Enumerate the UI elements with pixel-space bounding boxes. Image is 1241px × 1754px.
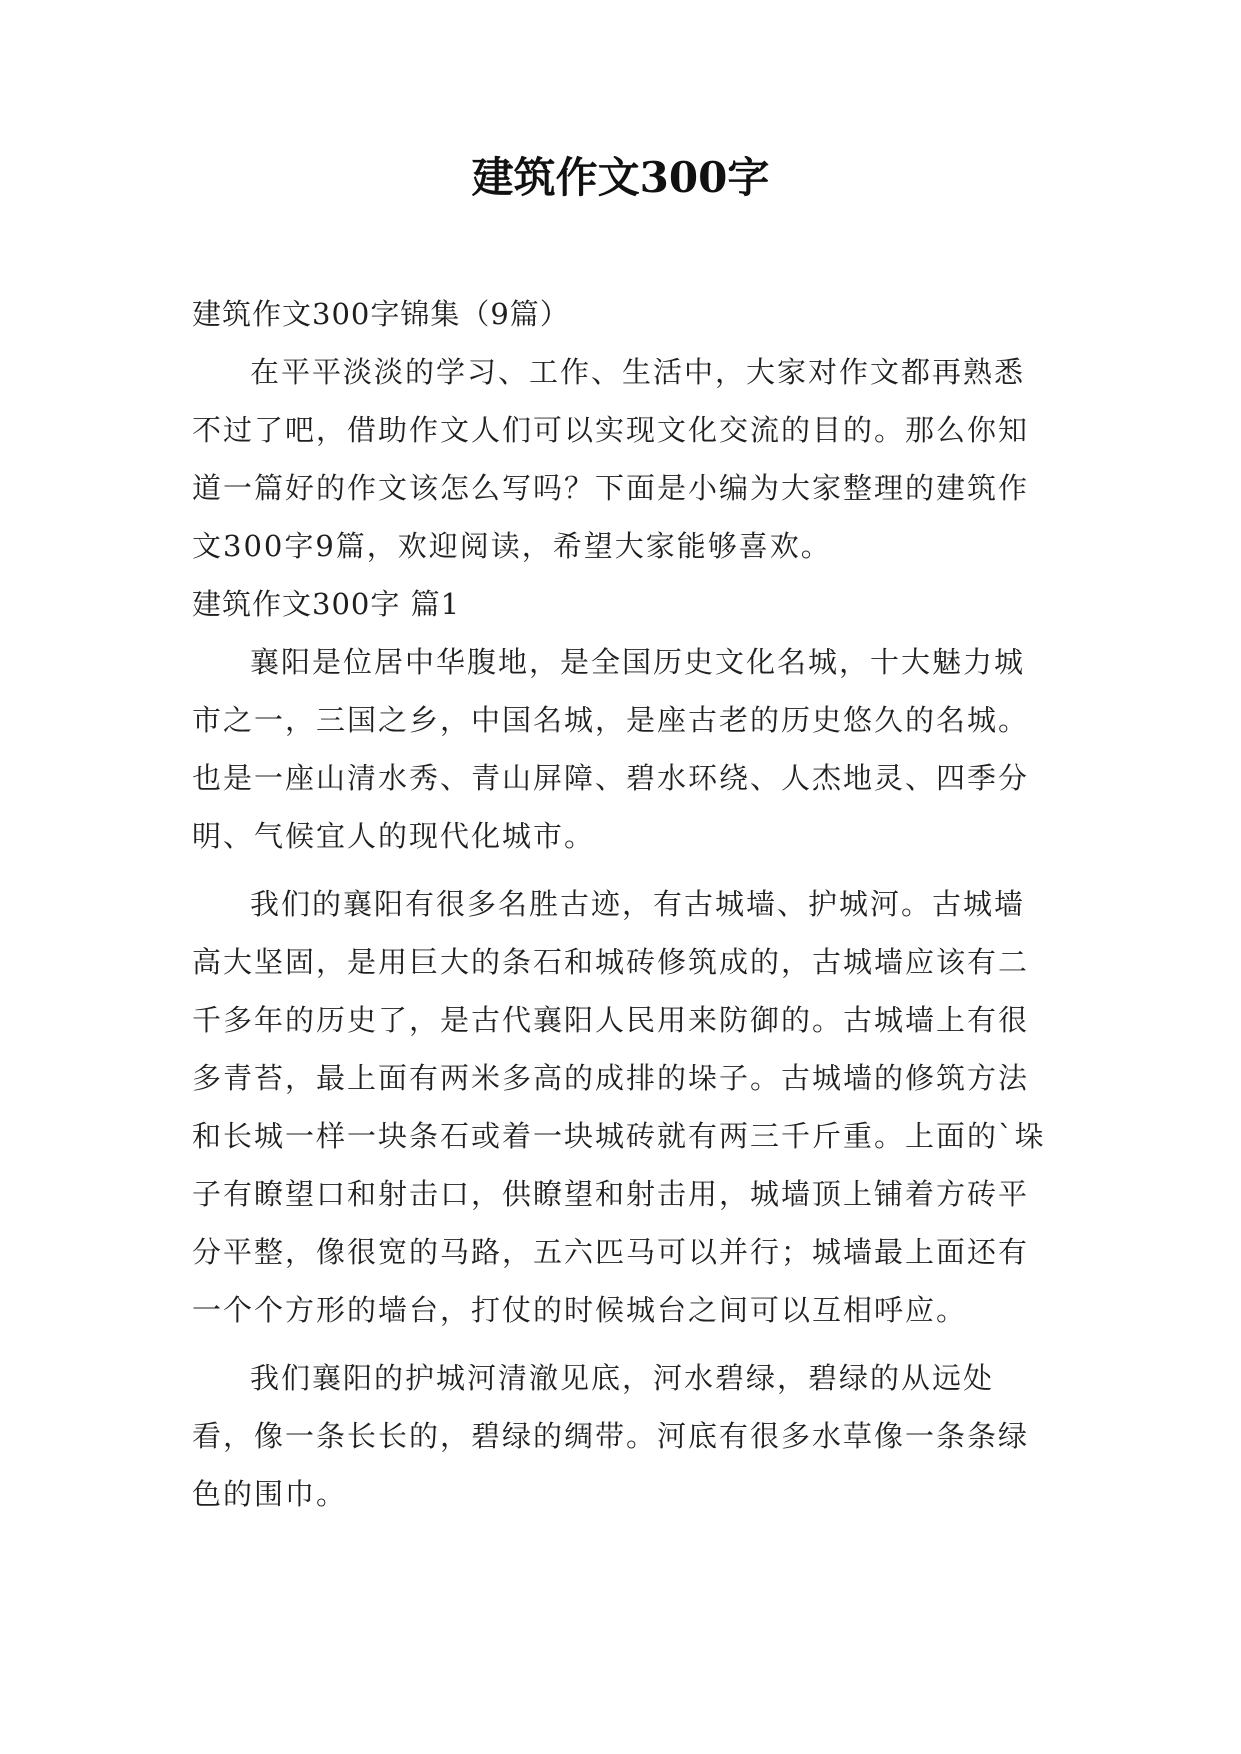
body-paragraph-2: 我们的襄阳有很多名胜古迹，有古城墙、护城河。古城墙高大坚固，是用巨大的条石和城砖修筑成的，古城墙应该有二千多年的历史了，是古代襄阳人民用来防御的。古城墙上有很多青苔，最上面有两米多高的成排的垛子。古城墙的修筑方法和长城一样一块条石或着一块城砖就有两三千斤重。上面的`垛子有瞭望口和射击口，供瞭望和射击用，城墙顶上铺着方砖平分平整，像很宽的马路，五六匹马可以并行；城墙最上面还有一个个方形的墙台，打仗的时候城台之间可以互相呼应。 (192, 887, 1046, 1327)
document-subtitle: 建筑作文300字锦集（9篇） (192, 297, 570, 331)
document-title: 建筑作文300字 (471, 153, 770, 202)
section-heading: 建筑作文300字 篇1 (192, 587, 461, 621)
body-paragraph-1: 襄阳是位居中华腹地，是全国历史文化名城，十大魅力城市之一，三国之乡，中国名城，是座古老的历史悠久的名城。也是一座山清水秀、青山屏障、碧水环绕、人杰地灵、四季分明、气候宜人的现代化城市。 (192, 645, 1030, 853)
body-paragraph-3: 我们襄阳的护城河清澈见底，河水碧绿，碧绿的从远处看，像一条长长的，碧绿的绸带。河底有很多水草像一条条绿色的围巾。 (192, 1361, 1030, 1511)
document-body (192, 285, 1052, 1523)
intro-paragraph: 在平平淡淡的学习、工作、生活中，大家对作文都再熟悉不过了吧，借助作文人们可以实现文化交流的目的。那么你知道一篇好的作文该怎么写吗？下面是小编为大家整理的建筑作文300字9篇，欢迎阅读，希望大家能够喜欢。 (192, 355, 1030, 563)
